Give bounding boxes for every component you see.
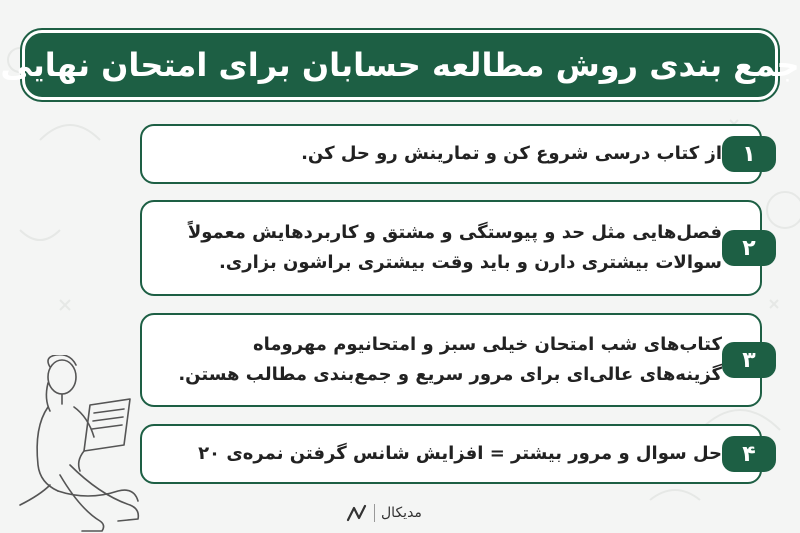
list-item-1 xyxy=(140,124,762,184)
list-item-line: فصل‌هایی مثل حد و پیوستگی و مشتق و کاربردهایش معمولاً xyxy=(187,222,722,243)
list-item-text xyxy=(188,218,722,278)
list-item-3 xyxy=(140,313,762,407)
step-number-badge: ۱ xyxy=(722,136,776,172)
list-item-line: گزینه‌های عالی‌ای برای مرور سریع و جمع‌بندی مطالب هستن. xyxy=(178,364,722,385)
title-banner xyxy=(0,30,800,100)
list-item-text xyxy=(198,439,722,469)
girl-reading-book-illustration xyxy=(0,355,170,533)
brand-name: مدیکال xyxy=(381,505,422,521)
medical-logo-icon xyxy=(346,503,368,523)
list-item-line: سوالات بیشتری دارن و باید وقت بیشتری براشون بزاری. xyxy=(218,252,722,273)
list-item-4 xyxy=(140,424,762,484)
page-title: جمع بندی روش مطالعه حسابان برای امتحان نهایی xyxy=(0,46,800,84)
list-item-text xyxy=(178,330,722,390)
logo-separator xyxy=(374,504,375,522)
step-number-badge: ۳ xyxy=(722,342,776,378)
list-item-2 xyxy=(140,200,762,296)
brand-logo xyxy=(346,500,456,526)
list-item-text xyxy=(301,139,722,169)
list-item-line: کتاب‌های شب امتحان خیلی سبز و امتحانیوم مهروماه xyxy=(252,334,722,355)
list-item-line: از کتاب درسی شروع کن و تمارینش رو حل کن. xyxy=(301,143,722,164)
step-number-badge: ۲ xyxy=(722,230,776,266)
list-item-line: حل سوال و مرور بیشتر = افزایش شانس گرفتن نمره‌ی ۲۰ xyxy=(198,443,722,464)
step-number-badge: ۴ xyxy=(722,436,776,472)
